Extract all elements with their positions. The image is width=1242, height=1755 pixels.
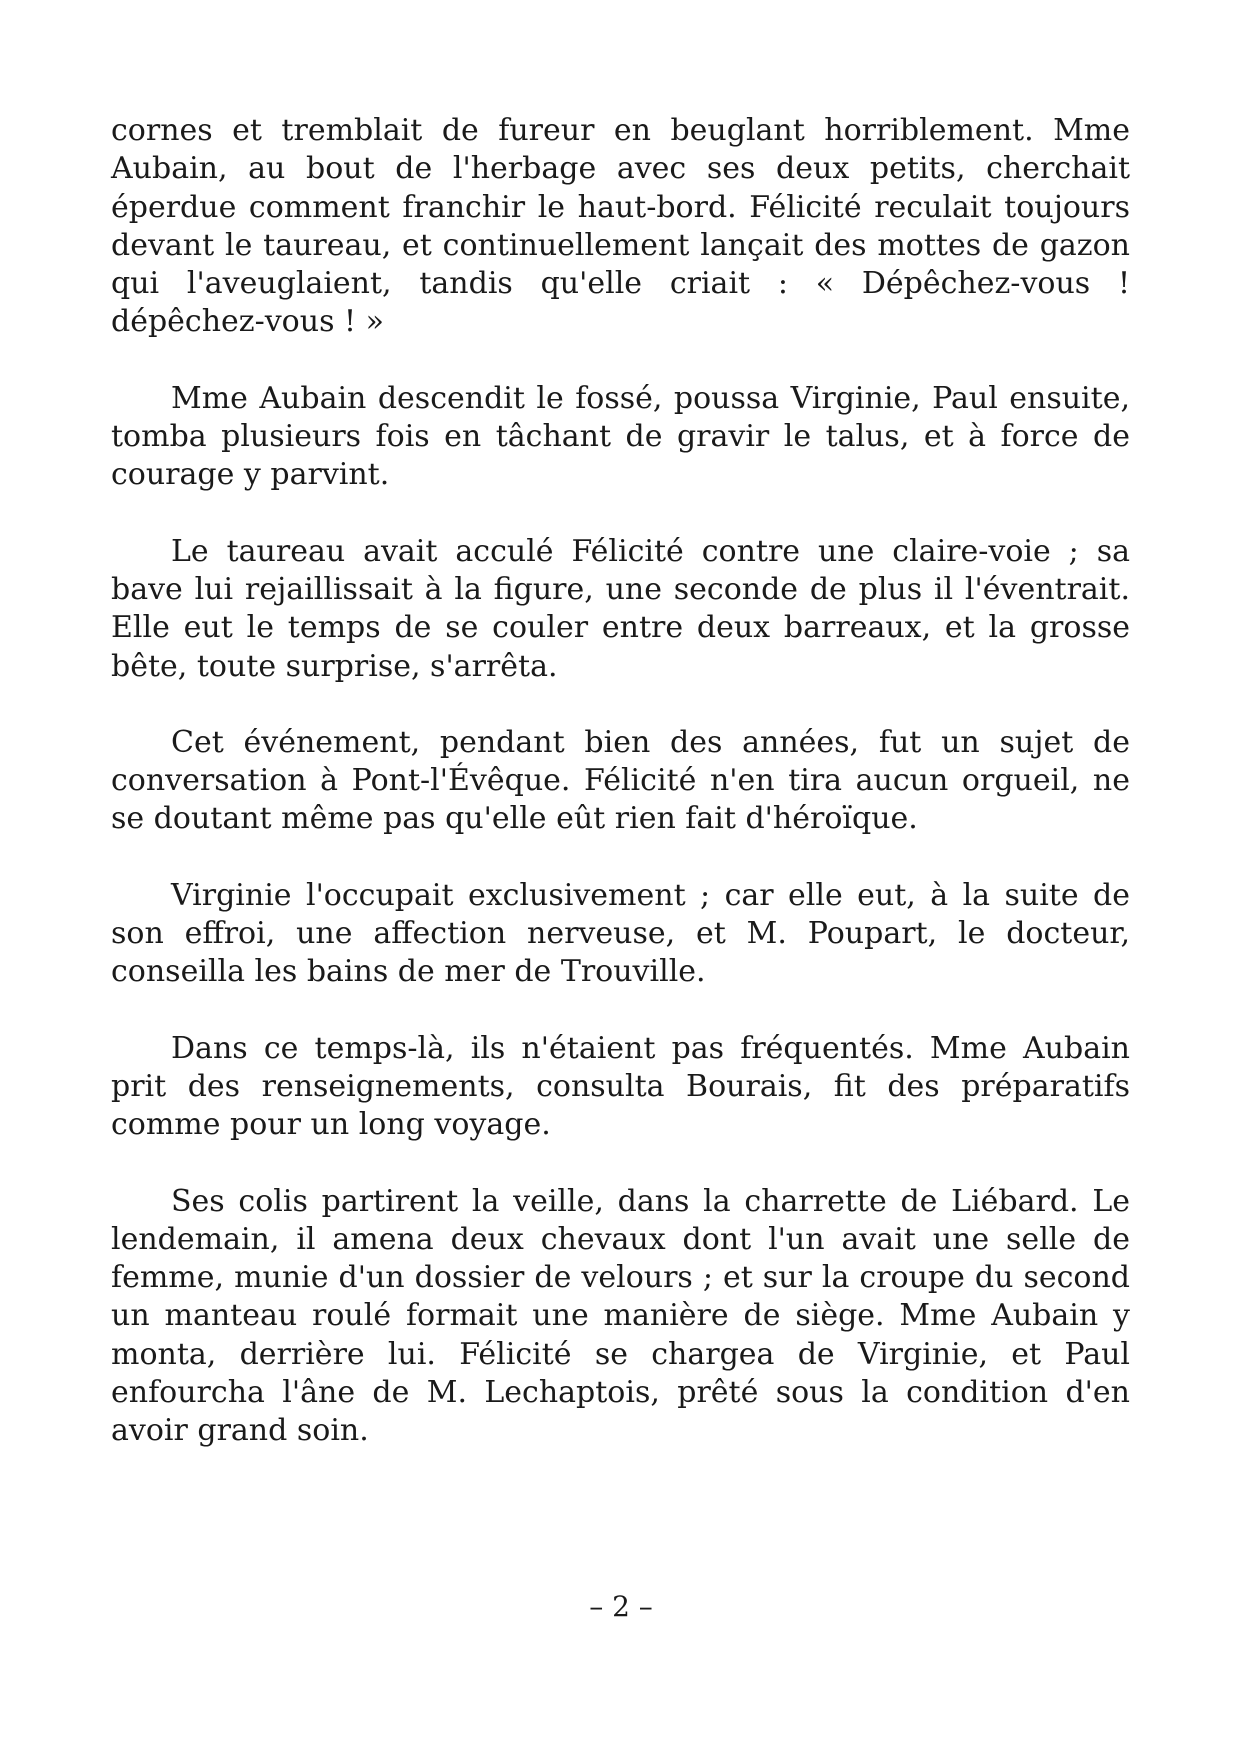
paragraph: Le taureau avait acculé Félicité contre une claire-voie ; sa bave lui rejaillissait à la figure, une seconde de plus il l'éventrait. Elle eut le temps de se couler entre deux barreaux, et la grosse bête, toute surprise, s'arrêta.: [111, 533, 1130, 684]
paragraph: Ses colis partirent la veille, dans la charrette de Liébard. Le lendemain, il amena deux chevaux dont l'un avait une selle de femme, munie d'un dossier de velours ; et sur la croupe du second un manteau roulé formait une manière de siège. Mme Aubain y monta, derrière lui. Félicité se chargea de Virginie, et Paul enfourcha l'âne de M. Lechaptois, prêté sous la condition d'en avoir grand soin.: [111, 1183, 1130, 1449]
page-body: [111, 112, 1130, 1451]
paragraph: Virginie l'occupait exclusivement ; car elle eut, à la suite de son effroi, une affection nerveuse, et M. Poupart, le docteur, conseilla les bains de mer de Trouville.: [111, 877, 1130, 990]
paragraph-continued: cornes et tremblait de fureur en beuglant horriblement. Mme Aubain, au bout de l'herbage avec ses deux petits, cherchait éperdue comment franchir le haut-bord. Félicité reculait toujours devant le taureau, et continuellement lançait des mottes de gazon qui l'aveuglaient, tandis qu'elle criait : « Dépêchez-vous ! dépêchez-vous ! »: [111, 113, 1130, 340]
paragraph: Dans ce temps-là, ils n'étaient pas fréquentés. Mme Aubain prit des renseignements, consulta Bourais, fit des préparatifs comme pour un long voyage.: [111, 1030, 1130, 1143]
page-number: – 2 –: [589, 1590, 653, 1623]
paragraph: Mme Aubain descendit le fossé, poussa Virginie, Paul ensuite, tomba plusieurs fois en tâchant de gravir le talus, et à force de courage y parvint.: [111, 380, 1130, 493]
paragraph: Cet événement, pendant bien des années, fut un sujet de conversation à Pont-l'Évêque. Félicité n'en tira aucun orgueil, ne se doutant même pas qu'elle eût rien fait d'héroïque.: [111, 724, 1130, 837]
